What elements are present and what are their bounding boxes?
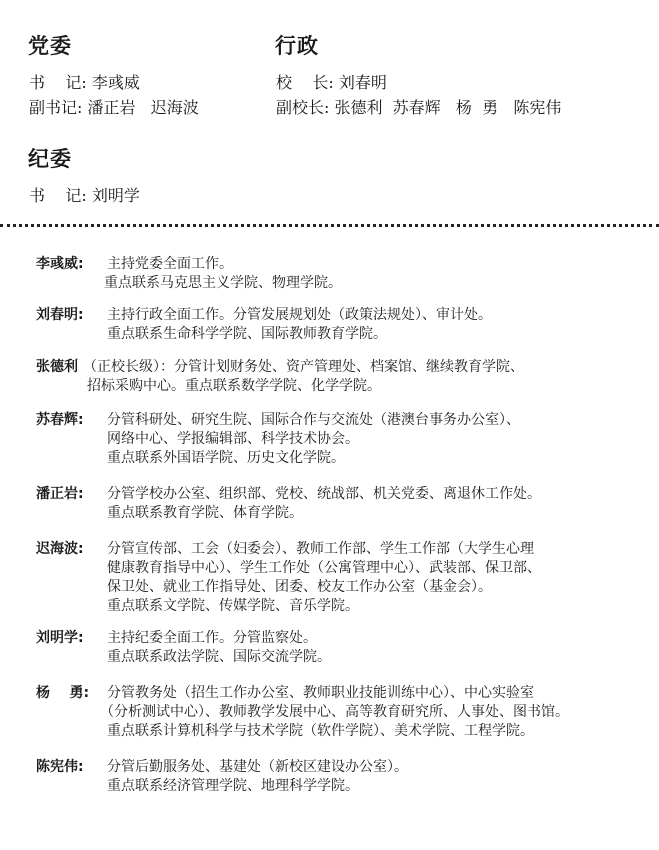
president-name: 刘春明 bbox=[338, 73, 387, 92]
entry-line: 网络中心、学报编辑部、科学技术协会。 bbox=[107, 431, 359, 447]
party-deputy-label: 副书记: bbox=[29, 98, 83, 117]
entry-name: 迟海波: bbox=[36, 541, 84, 557]
entry-line: 重点联系马克思主义学院、物理学院。 bbox=[104, 275, 342, 291]
entry-line: 重点联系政法学院、国际交流学院。 bbox=[107, 649, 331, 665]
entry-text bbox=[100, 684, 652, 741]
entry-name: 刘春明: bbox=[36, 307, 84, 323]
entry-text bbox=[107, 485, 652, 523]
entry-line: 招标采购中心。重点联系数学学院、化学学院。 bbox=[87, 378, 381, 394]
president-label: 校 长: bbox=[276, 73, 334, 92]
entry-name: 李彧威: bbox=[36, 256, 84, 272]
party-secretary-name: 李彧威 bbox=[91, 73, 140, 92]
entry-text bbox=[107, 758, 652, 796]
entry-line: 重点联系计算机科学与技术学院（软件学院）、美术学院、工程学院。 bbox=[107, 723, 534, 739]
entry-line: 分管学校办公室、组织部、党校、统战部、机关党委、离退休工作处。 bbox=[107, 486, 541, 502]
entry-name: 陈宪伟: bbox=[36, 759, 84, 775]
party-secretary-line bbox=[29, 70, 140, 93]
party-committee-heading: 党委 bbox=[28, 34, 72, 58]
discipline-secretary-label: 书 记: bbox=[29, 186, 87, 205]
entry-line: 重点联系外国语学院、历史文化学院。 bbox=[107, 450, 345, 466]
entry-line: 重点联系生命科学学院、国际教师教育学院。 bbox=[107, 326, 387, 342]
vice-president-line bbox=[276, 95, 561, 118]
entry-line: 分管教务处（招生工作办公室、教师职业技能训练中心）、中心实验室 bbox=[107, 685, 534, 701]
entry-text bbox=[104, 255, 652, 293]
entry-line: 重点联系经济管理学院、地理科学学院。 bbox=[107, 778, 359, 794]
party-secretary-label: 书 记: bbox=[29, 73, 87, 92]
dotted-divider bbox=[0, 224, 659, 227]
entry-line: 重点联系教育学院、体育学院。 bbox=[107, 505, 303, 521]
entry-text bbox=[107, 411, 652, 468]
entry-name: 杨 勇: bbox=[36, 685, 90, 701]
entry-line: 主持党委全面工作。 bbox=[107, 256, 233, 272]
entry-name: 潘正岩: bbox=[36, 486, 84, 502]
administration-heading: 行政 bbox=[275, 34, 319, 58]
entry-line: （正校长级）：分管计划财务处、资产管理处、档案馆、继续教育学院、 bbox=[83, 359, 524, 375]
president-line bbox=[276, 70, 387, 93]
entry-line: 健康教育指导中心）、学生工作处（公寓管理中心）、武装部、保卫部、 bbox=[107, 560, 541, 576]
entry-line: 分管后勤服务处、基建处（新校区建设办公室）。 bbox=[107, 759, 408, 775]
entry-line: 主持纪委全面工作。分管监察处。 bbox=[107, 630, 317, 646]
entry-name: 苏春辉: bbox=[36, 412, 84, 428]
entry-text bbox=[107, 629, 652, 667]
party-deputy-line bbox=[29, 95, 199, 118]
entry-line: 重点联系文学院、传媒学院、音乐学院。 bbox=[107, 598, 359, 614]
entry-line: 分管宣传部、工会（妇委会）、教师工作部、学生工作部（大学生心理 bbox=[107, 541, 534, 557]
entry-text bbox=[83, 358, 628, 396]
entry-line: 分管科研处、研究生院、国际合作与交流处（港澳台事务办公室）、 bbox=[107, 412, 520, 428]
entry-line: 主持行政全面工作。分管发展规划处（政策法规处）、审计处。 bbox=[107, 307, 492, 323]
vice-president-label: 副校长: bbox=[276, 98, 330, 117]
entry-name: 张德利 bbox=[36, 359, 78, 375]
discipline-secretary-name: 刘明学 bbox=[91, 186, 140, 205]
discipline-secretary-line bbox=[29, 183, 140, 206]
entry-name: 刘明学: bbox=[36, 630, 84, 646]
entry-text bbox=[107, 306, 652, 344]
entry-text bbox=[107, 540, 652, 616]
entry-line: 保卫处、就业工作指导处、团委、校友工作办公室（基金会）。 bbox=[107, 579, 492, 595]
discipline-committee-heading: 纪委 bbox=[28, 147, 72, 171]
vice-president-names: 张德利 苏春辉 杨 勇 陈宪伟 bbox=[334, 98, 562, 117]
entry-line: （分析测试中心）、教师教学发展中心、高等教育研究所、人事处、图书馆。 bbox=[100, 704, 569, 720]
party-deputy-names: 潘正岩 迟海波 bbox=[87, 98, 199, 117]
